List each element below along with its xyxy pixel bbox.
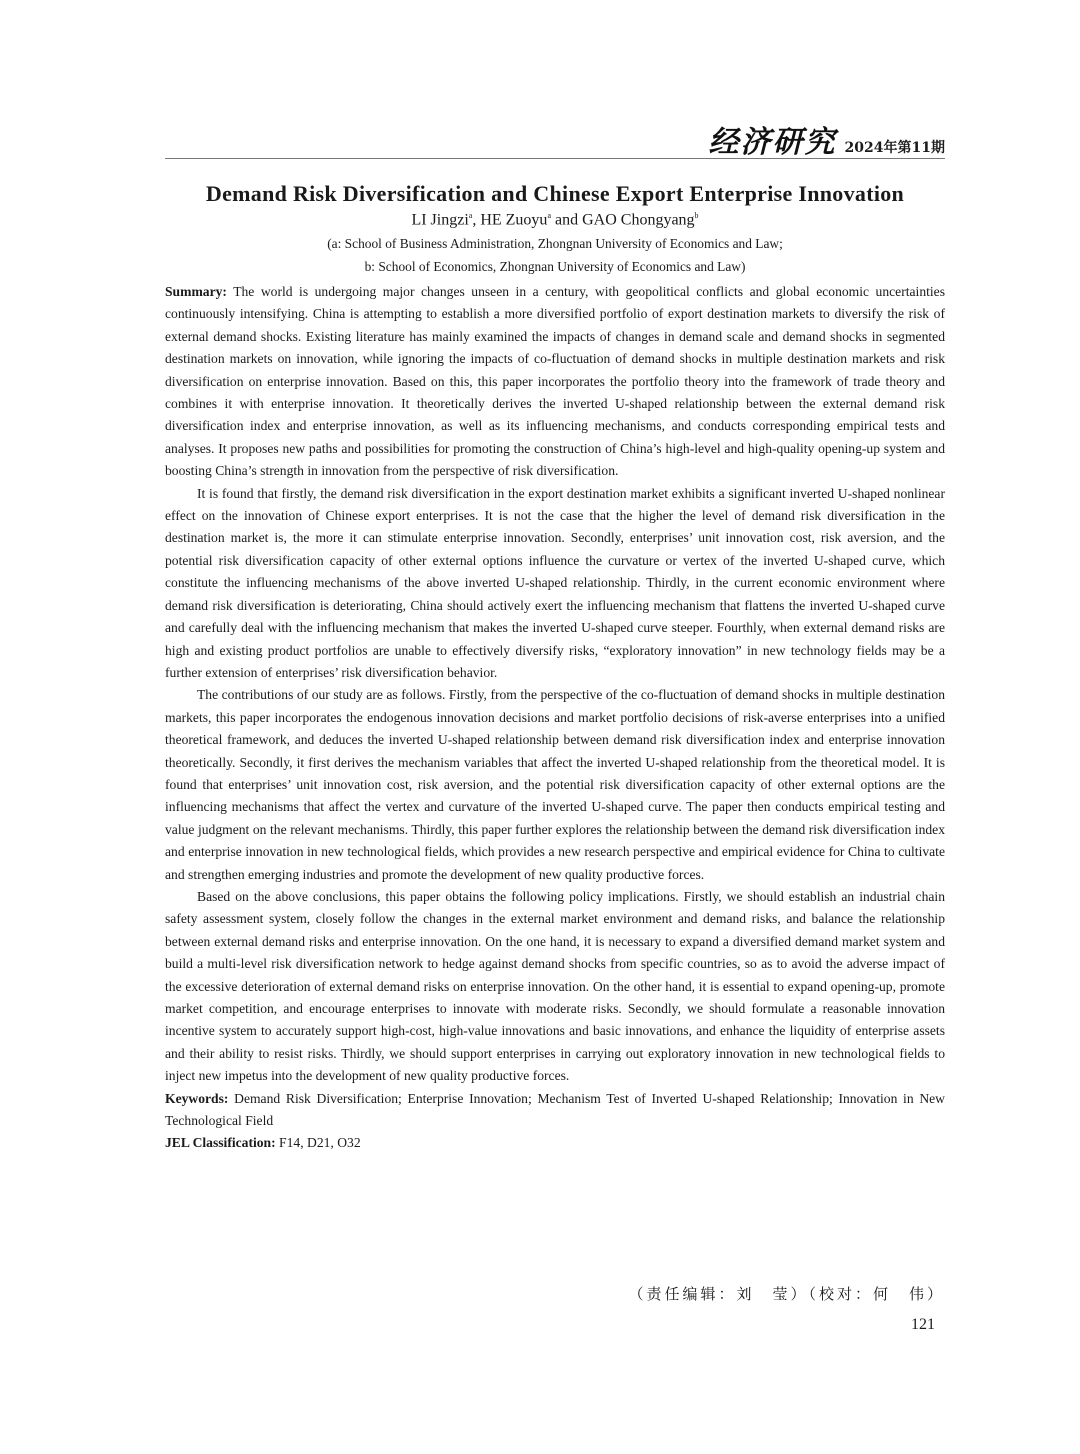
jel-paragraph	[165, 1132, 945, 1154]
author-name: LI Jingzi	[411, 211, 469, 229]
author-name: HE Zuoyu	[480, 211, 548, 229]
author-separator: ,	[472, 211, 481, 229]
summary-paragraph	[165, 281, 945, 483]
jel-text: F14, D21, O32	[275, 1135, 361, 1151]
page-number: 121	[911, 1316, 935, 1333]
body-paragraph: Based on the above conclusions, this paper obtains the following policy implications. Firstly, we should establish an industrial chain safety assessment system, closely follow the changes in the external market environment and demand risks, and balance the relationship between external demand risks and enterprise innovation. On the one hand, it is necessary to expand a diversified demand market system and build a multi-level risk diversification network to hedge against demand shocks from specific countries, so as to avoid the adverse impact of the excessive deterioration of external demand risks on enterprise innovation. On the other hand, it is essential to expand opening-up, promote market competition, and encourage enterprises to innovate with moderate risks. Secondly, we should formulate a reasonable innovation incentive system to accurately support high-cost, high-value innovations and basic innovations, and enhance the liquidity of enterprise assets and their ability to resist risks. Thirdly, we should support enterprises in carrying out exploratory innovation in new technological fields to inject new impetus into the development of new quality productive forces.	[165, 888, 945, 1084]
editor-note: （责任编辑：刘 莹）（校对：何 伟）	[628, 1285, 945, 1303]
summary-label: Summary:	[165, 284, 227, 299]
issue-label: 2024年第11期	[844, 140, 945, 156]
journal-logo: 经济研究	[708, 125, 837, 160]
keywords-paragraph	[165, 1088, 945, 1133]
header-right	[708, 125, 945, 163]
affiliation-line: b: School of Economics, Zhongnan University of Economics and Law)	[364, 259, 746, 274]
author-affiliation-mark: a	[547, 211, 551, 220]
affiliation-line: (a: School of Business Administration, Zhongnan University of Economics and Law;	[327, 236, 783, 251]
abstract-body	[165, 281, 945, 1155]
body-paragraph: It is found that firstly, the demand risk diversification in the export destination market exhibits a significant inverted U-shaped nonlinear effect on the innovation of Chinese export enterprises. It is not the case that the higher the level of demand risk diversification in the destination market is, the more it can stimulate enterprise innovation. Secondly, enterprises’ unit innovation cost, risk aversion, and the potential risk diversification capacity of other external options influence the curvature or vertex of the inverted U-shaped curve, which constitute the influencing mechanisms of the above inverted U-shaped relationship. Thirdly, in the current economic environment where demand risk diversification is deteriorating, China should actively exert the influencing mechanism that flattens the inverted U-shaped curve and carefully deal with the influencing mechanism that makes the inverted U-shaped curve steeper. Fourthly, when external demand risks are high and existing product portfolios are unable to effectively diversify risks, “exploratory innovation” in new technology fields may be a further extension of enterprises’ risk diversification behavior.	[165, 485, 945, 680]
author-affiliation-mark: b	[694, 211, 699, 220]
keywords-text: Demand Risk Diversification; Enterprise Innovation; Mechanism Test of Inverted U-shaped Relationship; Innovation in New Technological Field	[165, 1090, 945, 1129]
body-paragraph: The contributions of our study are as follows. Firstly, from the perspective of the co-fluctuation of demand shocks in multiple destination markets, this paper incorporates the endogenous innovation decisions and market portfolio decisions of risk-averse enterprises into a unified theoretical framework, and deduces the inverted U-shaped relationship between demand risk diversification index and enterprise innovation theoretically. Secondly, it first derives the mechanism variables that affect the inverted U-shaped relationship from the theoretical model. It is found that enterprises’ unit innovation cost, risk aversion, and the potential risk diversification capacity of other external options are the influencing mechanisms that affect the vertex and curvature of the inverted U-shaped curve. The paper then conducts empirical testing and value judgment on the relevant mechanisms. Thirdly, this paper further explores the relationship between the demand risk diversification index and enterprise innovation in new technological fields, which provides a new research perspective and empirical evidence for China to cultivate and strengthen emerging industries and promote the development of new quality productive forces.	[165, 687, 945, 882]
summary-text: The world is undergoing major changes unseen in a century, with geopolitical conflicts and global economic uncertainties continuously intensifying. China is attempting to establish a more diversified portfolio of export destination markets to diversify the risk of external demand shocks. Existing literature has mainly examined the impacts of changes in demand scale and demand shocks in segmented destination markets on innovation, while ignoring the impacts of co-fluctuation of demand shocks in multiple destination markets and risk diversification on enterprise innovation. Based on this, this paper incorporates the portfolio theory into the framework of trade theory and combines it with enterprise innovation. It theoretically derives the inverted U-shaped relationship between the external demand risk diversification index and enterprise innovation, as well as its influencing mechanisms, and conducts corresponding empirical tests and analyses. It proposes new paths and possibilities for promoting the construction of China’s high-level and high-quality opening-up system and boosting China’s strength in innovation from the perspective of risk diversification.	[165, 284, 945, 479]
author-name: GAO Chongyang	[582, 211, 695, 229]
jel-label: JEL Classification:	[165, 1135, 276, 1151]
author-separator: and	[551, 211, 583, 229]
author-line	[165, 211, 945, 229]
author-affiliation-mark: a	[468, 211, 473, 220]
keywords-label: Keywords:	[165, 1090, 229, 1106]
paper-title: Demand Risk Diversification and Chinese Export Enterprise Innovation	[205, 181, 905, 206]
running-header	[165, 125, 945, 160]
